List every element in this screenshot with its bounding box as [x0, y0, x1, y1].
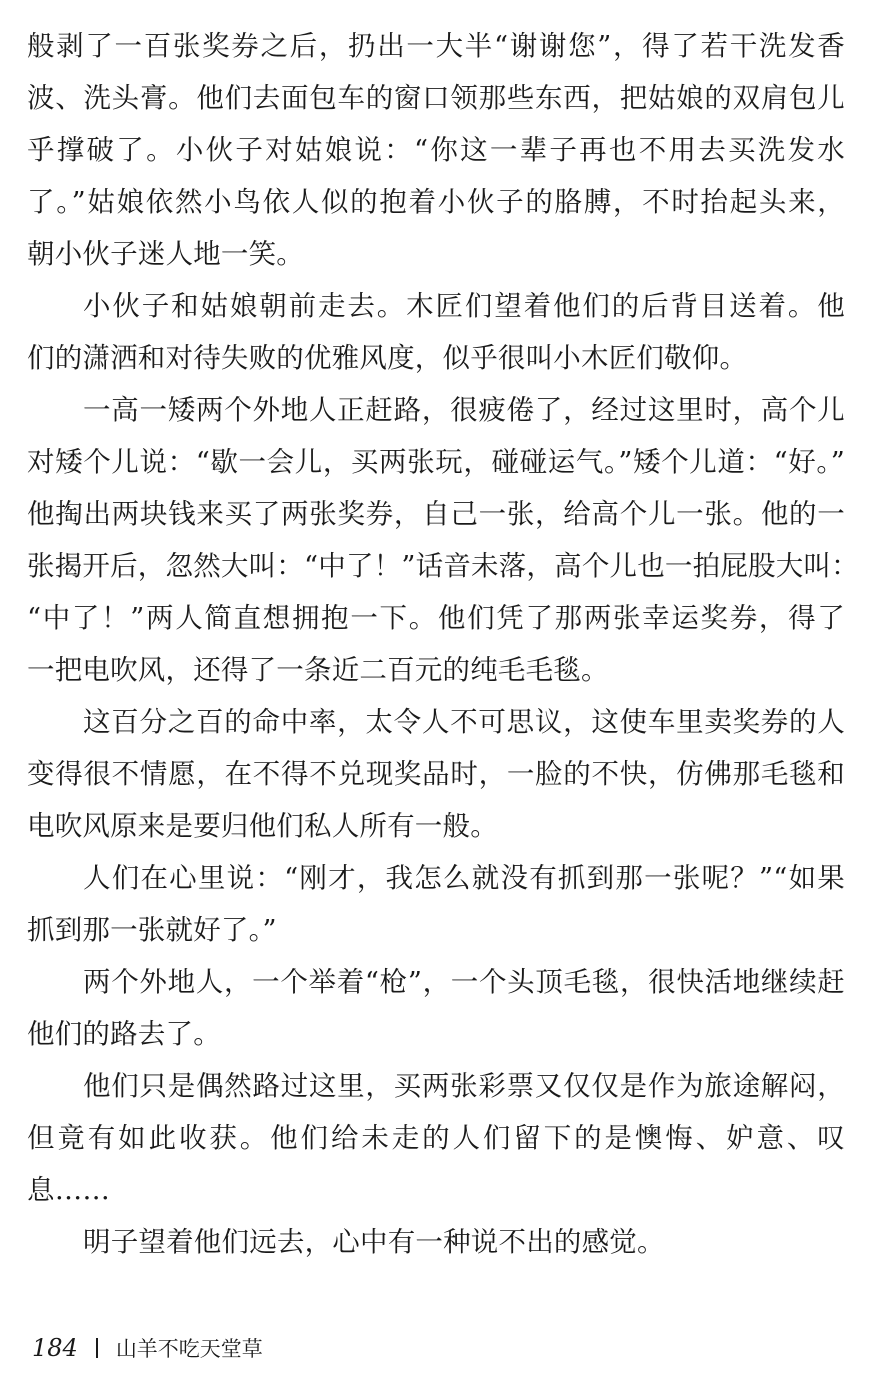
page-footer	[32, 1328, 263, 1368]
text-line: 了。”姑娘依然小鸟依人似的抱着小伙子的胳膊，不时抬起头来，	[27, 186, 845, 218]
footer-divider	[96, 1338, 98, 1358]
text-line: 乎撑破了。小伙子对姑娘说：“你这一辈子再也不用去买洗发水	[27, 134, 846, 166]
text-line: 一把电吹风，还得了一条近二百元的纯毛毛毯。	[27, 654, 609, 686]
text-line: 这百分之百的命中率，太令人不可思议，这使车里卖奖券的人	[83, 706, 845, 738]
text-line: 小伙子和姑娘朝前走去。木匠们望着他们的后背目送着。他	[83, 290, 845, 322]
text-line: “中了！”两人简直想拥抱一下。他们凭了那两张幸运奖券，得了	[27, 602, 845, 634]
text-line: 电吹风原来是要归他们私人所有一般。	[27, 810, 498, 842]
text-line: 但竟有如此收获。他们给未走的人们留下的是懊悔、妒意、叹	[27, 1122, 845, 1154]
page-number: 184	[32, 1334, 78, 1362]
text-line: 变得很不情愿，在不得不兑现奖品时，一脸的不快，仿佛那毛毯和	[27, 758, 845, 790]
text-line: 般剥了一百张奖券之后，扔出一大半“谢谢您”，得了若干洗发香	[27, 30, 845, 62]
text-line: 波、洗头膏。他们去面包车的窗口领那些东西，把姑娘的双肩包儿	[27, 82, 845, 114]
text-line: 明子望着他们远去，心中有一种说不出的感觉。	[83, 1226, 665, 1258]
text-line: 们的潇洒和对待失败的优雅风度，似乎很叫小木匠们敬仰。	[27, 342, 748, 374]
text-line: 抓到那一张就好了。”	[27, 914, 277, 946]
text-line: 朝小伙子迷人地一笑。	[27, 238, 304, 270]
text-line: 张揭开后，忽然大叫：“中了！”话音未落，高个儿也一拍屁股大叫：	[27, 550, 859, 582]
body-text	[27, 20, 859, 1268]
text-line: 一高一矮两个外地人正赶路，很疲倦了，经过这里时，高个儿	[83, 394, 845, 426]
text-line: 息……	[27, 1174, 111, 1206]
text-line: 他掏出两块钱来买了两张奖券，自己一张，给高个儿一张。他的一	[27, 498, 845, 530]
text-line: 两个外地人，一个举着“枪”，一个头顶毛毯，很快活地继续赶	[83, 966, 845, 998]
book-title: 山羊不吃天堂草	[115, 1337, 263, 1361]
text-line: 对矮个儿说：“歇一会儿，买两张玩，碰碰运气。”矮个儿道：“好。”	[27, 446, 845, 478]
text-line: 人们在心里说：“刚才，我怎么就没有抓到那一张呢？”“如果	[83, 862, 845, 894]
text-line: 他们的路去了。	[27, 1018, 221, 1050]
text-line: 他们只是偶然路过这里，买两张彩票又仅仅是作为旅途解闷，	[83, 1070, 845, 1102]
